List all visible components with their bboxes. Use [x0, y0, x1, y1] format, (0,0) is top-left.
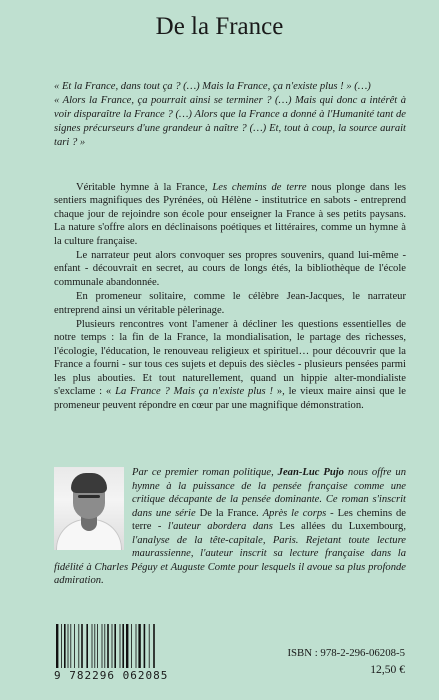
price: 12,50 €: [370, 663, 405, 676]
barcode-bar: [126, 624, 128, 668]
quote-1: « Et la France, dans tout ça ? (…) Mais la France, ça n'existe plus ! » (…): [54, 81, 371, 92]
barcode-bar: [81, 624, 83, 668]
barcode-bar: [97, 624, 98, 668]
author-name: Jean-Luc Pujo: [277, 467, 344, 478]
page-title: De la France: [155, 13, 284, 40]
barcode-bar: [102, 624, 103, 668]
barcode-bar: [70, 624, 71, 668]
barcode-bar: [112, 624, 113, 668]
barcode-icon: [54, 624, 184, 668]
barcode-bar: [153, 624, 155, 668]
bio-text: , l'analyse de la tête-capitale, Paris. Rejetant toute lecture maurassienne, l'auteur inscrit sa lecture française dans la fidélité à Charles Péguy et Auguste Comte pour lesquels il avoue sa plus profonde admiration.: [54, 521, 406, 586]
summary-paragraph-4: [54, 318, 406, 412]
bio-text: l'auteur abordera dans: [161, 521, 280, 532]
summary-text-span: Plusieurs rencontres vont l'amener à décliner les questions essentielles de notre temps : la fin de la France, la mondialisation, le partage des richesses, l'écologie, l'éducation, le renouveau religieux et spirituel… pour découvrir que la France a fourni - sur tous ces sujets et depuis des siècles - plusieurs pensées parmi les plus abouties. Et tout naturellement, quand un hippie alter-mondialiste s'exclame : «: [54, 319, 406, 398]
summary-text-span: nous plonge dans les sentiers magnifiques des Pyrénées, où Hélène - institutrice en sabots - entreprend chaque jour de rejoindre son école pour enseigner la France à ses petits paysans. La nature s'offre alors en déclinaisons poétiques et littéraires, comme un hymne à la culture française.: [54, 182, 406, 247]
summary-paragraph-3: En promeneur solitaire, comme le célèbre Jean-Jacques, le narrateur entreprend ainsi un véritable pèlerinage.: [54, 291, 406, 316]
barcode-bar: [86, 624, 88, 668]
quote-2: « Alors la France, ça pourrait ainsi se terminer ? (…) Mais qui donc a intérêt à voir disparaître la France ? (…) Alors que la France a donné à l'Humanité tant de signes précurseurs d'une grandeur à naître ? (…) Et, tout à coup, la source aurait tari ? »: [54, 95, 406, 149]
summary-text-span: Véritable hymne à la France,: [76, 182, 213, 193]
barcode-bar: [138, 624, 140, 668]
barcode-bar: [92, 624, 93, 668]
work-title: Les chemins de terre: [212, 182, 307, 193]
barcode-bar: [149, 624, 150, 668]
barcode-bar: [104, 624, 105, 668]
barcode-bar: [120, 624, 121, 668]
inline-quote: La France ? Mais ça n'existe plus !: [115, 386, 273, 398]
barcode-bar: [74, 624, 75, 668]
summary-paragraph-2: Le narrateur peut alors convoquer ses propres souvenirs, quand lui-même - enfant - découvrait en secret, au cours de longs étés, la bibliothèque de l'école communale abandonnée.: [54, 250, 406, 288]
isbn: ISBN : 978-2-296-06208-5: [287, 647, 405, 659]
photo-spacer: [54, 466, 132, 550]
work-title: Les allées du Luxembourg: [279, 521, 404, 532]
series-title: De la France: [199, 507, 257, 519]
barcode-bar: [122, 624, 124, 668]
barcode-bar: [131, 624, 132, 668]
author-bio: [54, 466, 406, 588]
epigraph-quotes: [54, 80, 406, 150]
summary-text: [54, 181, 406, 412]
bio-text: nous offre un hymne à la puissance de la pensée française comme une critique décapante de la pensée dominante. Ce roman s'inscrit dans une série: [132, 467, 406, 519]
barcode-bar: [78, 624, 79, 668]
barcode-bar: [68, 624, 69, 668]
barcode-bar: [64, 624, 66, 668]
barcode-bar: [56, 624, 58, 668]
barcode-bar: [61, 624, 62, 668]
barcode-bar: [114, 624, 116, 668]
barcode-bar: [107, 624, 109, 668]
barcode-digits: 9 782296 062085: [54, 669, 169, 682]
barcode-bar: [94, 624, 95, 668]
bio-text: Par ce premier roman politique,: [132, 467, 278, 478]
barcode-bar: [136, 624, 137, 668]
bio-text: . Après le corps: [256, 507, 327, 519]
summary-paragraph-1: [54, 181, 406, 248]
work-title: - Les chemins de terre -: [132, 507, 406, 532]
barcode-bar: [144, 624, 146, 668]
summary-text-span: », le vieux maire ainsi que le promeneur peuvent répondre en cœur par une magnifique démonstration.: [54, 386, 406, 411]
